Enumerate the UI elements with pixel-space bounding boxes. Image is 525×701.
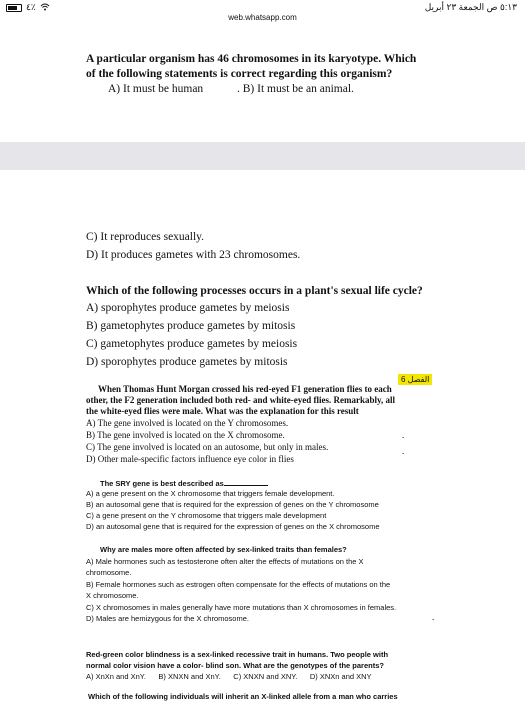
q2-option-b: B) gametophytes produce gametes by mitosis xyxy=(86,320,296,332)
question-1 xyxy=(86,52,416,82)
q3-option-a: A) The gene involved is located on the Y chromosomes. xyxy=(86,418,289,428)
q4-option-b: B) an autosomal gene that is required for the expression of genes on the Y chromosome xyxy=(86,500,379,509)
battery-icon xyxy=(6,4,22,12)
wifi-icon xyxy=(40,3,50,13)
q4-option-a: A) a gene present on the X chromosome that triggers female development. xyxy=(86,489,335,498)
q2-option-d: D) sporophytes produce gametes by mitosis xyxy=(86,356,288,368)
question-3-line-3: the white-eyed flies were male. What was the explanation for this result xyxy=(86,406,359,416)
question-5: Why are males more often affected by sex-linked traits than females? xyxy=(100,545,347,554)
q1-option-d: D) It produces gametes with 23 chromosomes. xyxy=(86,249,301,261)
q2-option-c: C) gametophytes produce gametes by meiosis xyxy=(86,338,298,350)
chapter-tag: الفصل 6 xyxy=(398,374,432,385)
question-2: Which of the following processes occurs in a plant's sexual life cycle? xyxy=(86,285,423,297)
q4-option-d: D) an autosomal gene that is required for the expression of genes on the X chromosome xyxy=(86,522,380,531)
url-bar[interactable]: web.whatsapp.com xyxy=(228,13,297,22)
question-4 xyxy=(100,478,268,488)
q5-option-b-line-1: B) Female hormones such as estrogen often compensate for the effects of mutations on the xyxy=(86,580,391,589)
q5-option-a-line-2: chromosome. xyxy=(86,568,132,577)
question-3-line-2: other, the F2 generation included both red- and white-eyed flies. Remarkably, all xyxy=(86,395,395,405)
q5-option-c: C) X chromosomes in males generally have more mutations than X chromosomes in females. xyxy=(86,603,397,612)
q1-option-c: C) It reproduces sexually. xyxy=(86,231,205,243)
q5-option-b-line-2: X chromosome. xyxy=(86,591,139,600)
question-6-line-1: Red-green color blindness is a sex-linked recessive trait in humans. Two people with xyxy=(86,650,389,659)
q3-option-c: C) The gene involved is located on an autosome, but only in males. xyxy=(86,442,329,452)
dot-mark: . xyxy=(432,612,435,622)
q4-option-c: C) a gene present on the Y chromosome that triggers male development xyxy=(86,511,327,520)
q1-option-a: A) It must be human xyxy=(108,83,204,95)
q6-options: A) XnXn and XnY. B) XNXN and XnY. C) XNXN and XNY. D) XNXn and XNY xyxy=(86,672,372,681)
battery-percent: ٤٪ xyxy=(26,2,36,12)
q3-option-d: D) Other male-specific factors influence eye color in flies xyxy=(86,454,294,464)
q3-option-b: B) The gene involved is located on the X chromosome. xyxy=(86,430,285,440)
dot-mark: . xyxy=(402,430,405,440)
q2-option-a: A) sporophytes produce gametes by meiosis xyxy=(86,302,290,314)
status-bar xyxy=(0,0,525,14)
answer-blank xyxy=(224,478,268,486)
page-separator xyxy=(0,142,525,170)
question-4-text: The SRY gene is best described as xyxy=(100,479,224,488)
dot-mark: . xyxy=(402,446,405,456)
q5-option-d: D) Males are hemizygous for the X chromosome. xyxy=(86,614,249,623)
question-6-line-2: normal color vision have a color- blind son. What are the genotypes of the parents? xyxy=(86,661,384,670)
question-3-line-1: When Thomas Hunt Morgan crossed his red-eyed F1 generation flies to each xyxy=(98,384,392,394)
question-7: Which of the following individuals will inherit an X-linked allele from a man who carries xyxy=(88,692,398,701)
status-time-date: ٥:١٣ ص الجمعة ٢٣ أبريل xyxy=(424,2,517,12)
q1-option-b: . B) It must be an animal. xyxy=(237,83,354,95)
q5-option-a-line-1: A) Male hormones such as testosterone often alter the effects of mutations on the X xyxy=(86,557,364,566)
question-1-line-2: of the following statements is correct regarding this organism? xyxy=(86,68,393,80)
question-1-line-1: A particular organism has 46 chromosomes in its karyotype. Which xyxy=(86,53,417,65)
status-left xyxy=(6,2,50,13)
